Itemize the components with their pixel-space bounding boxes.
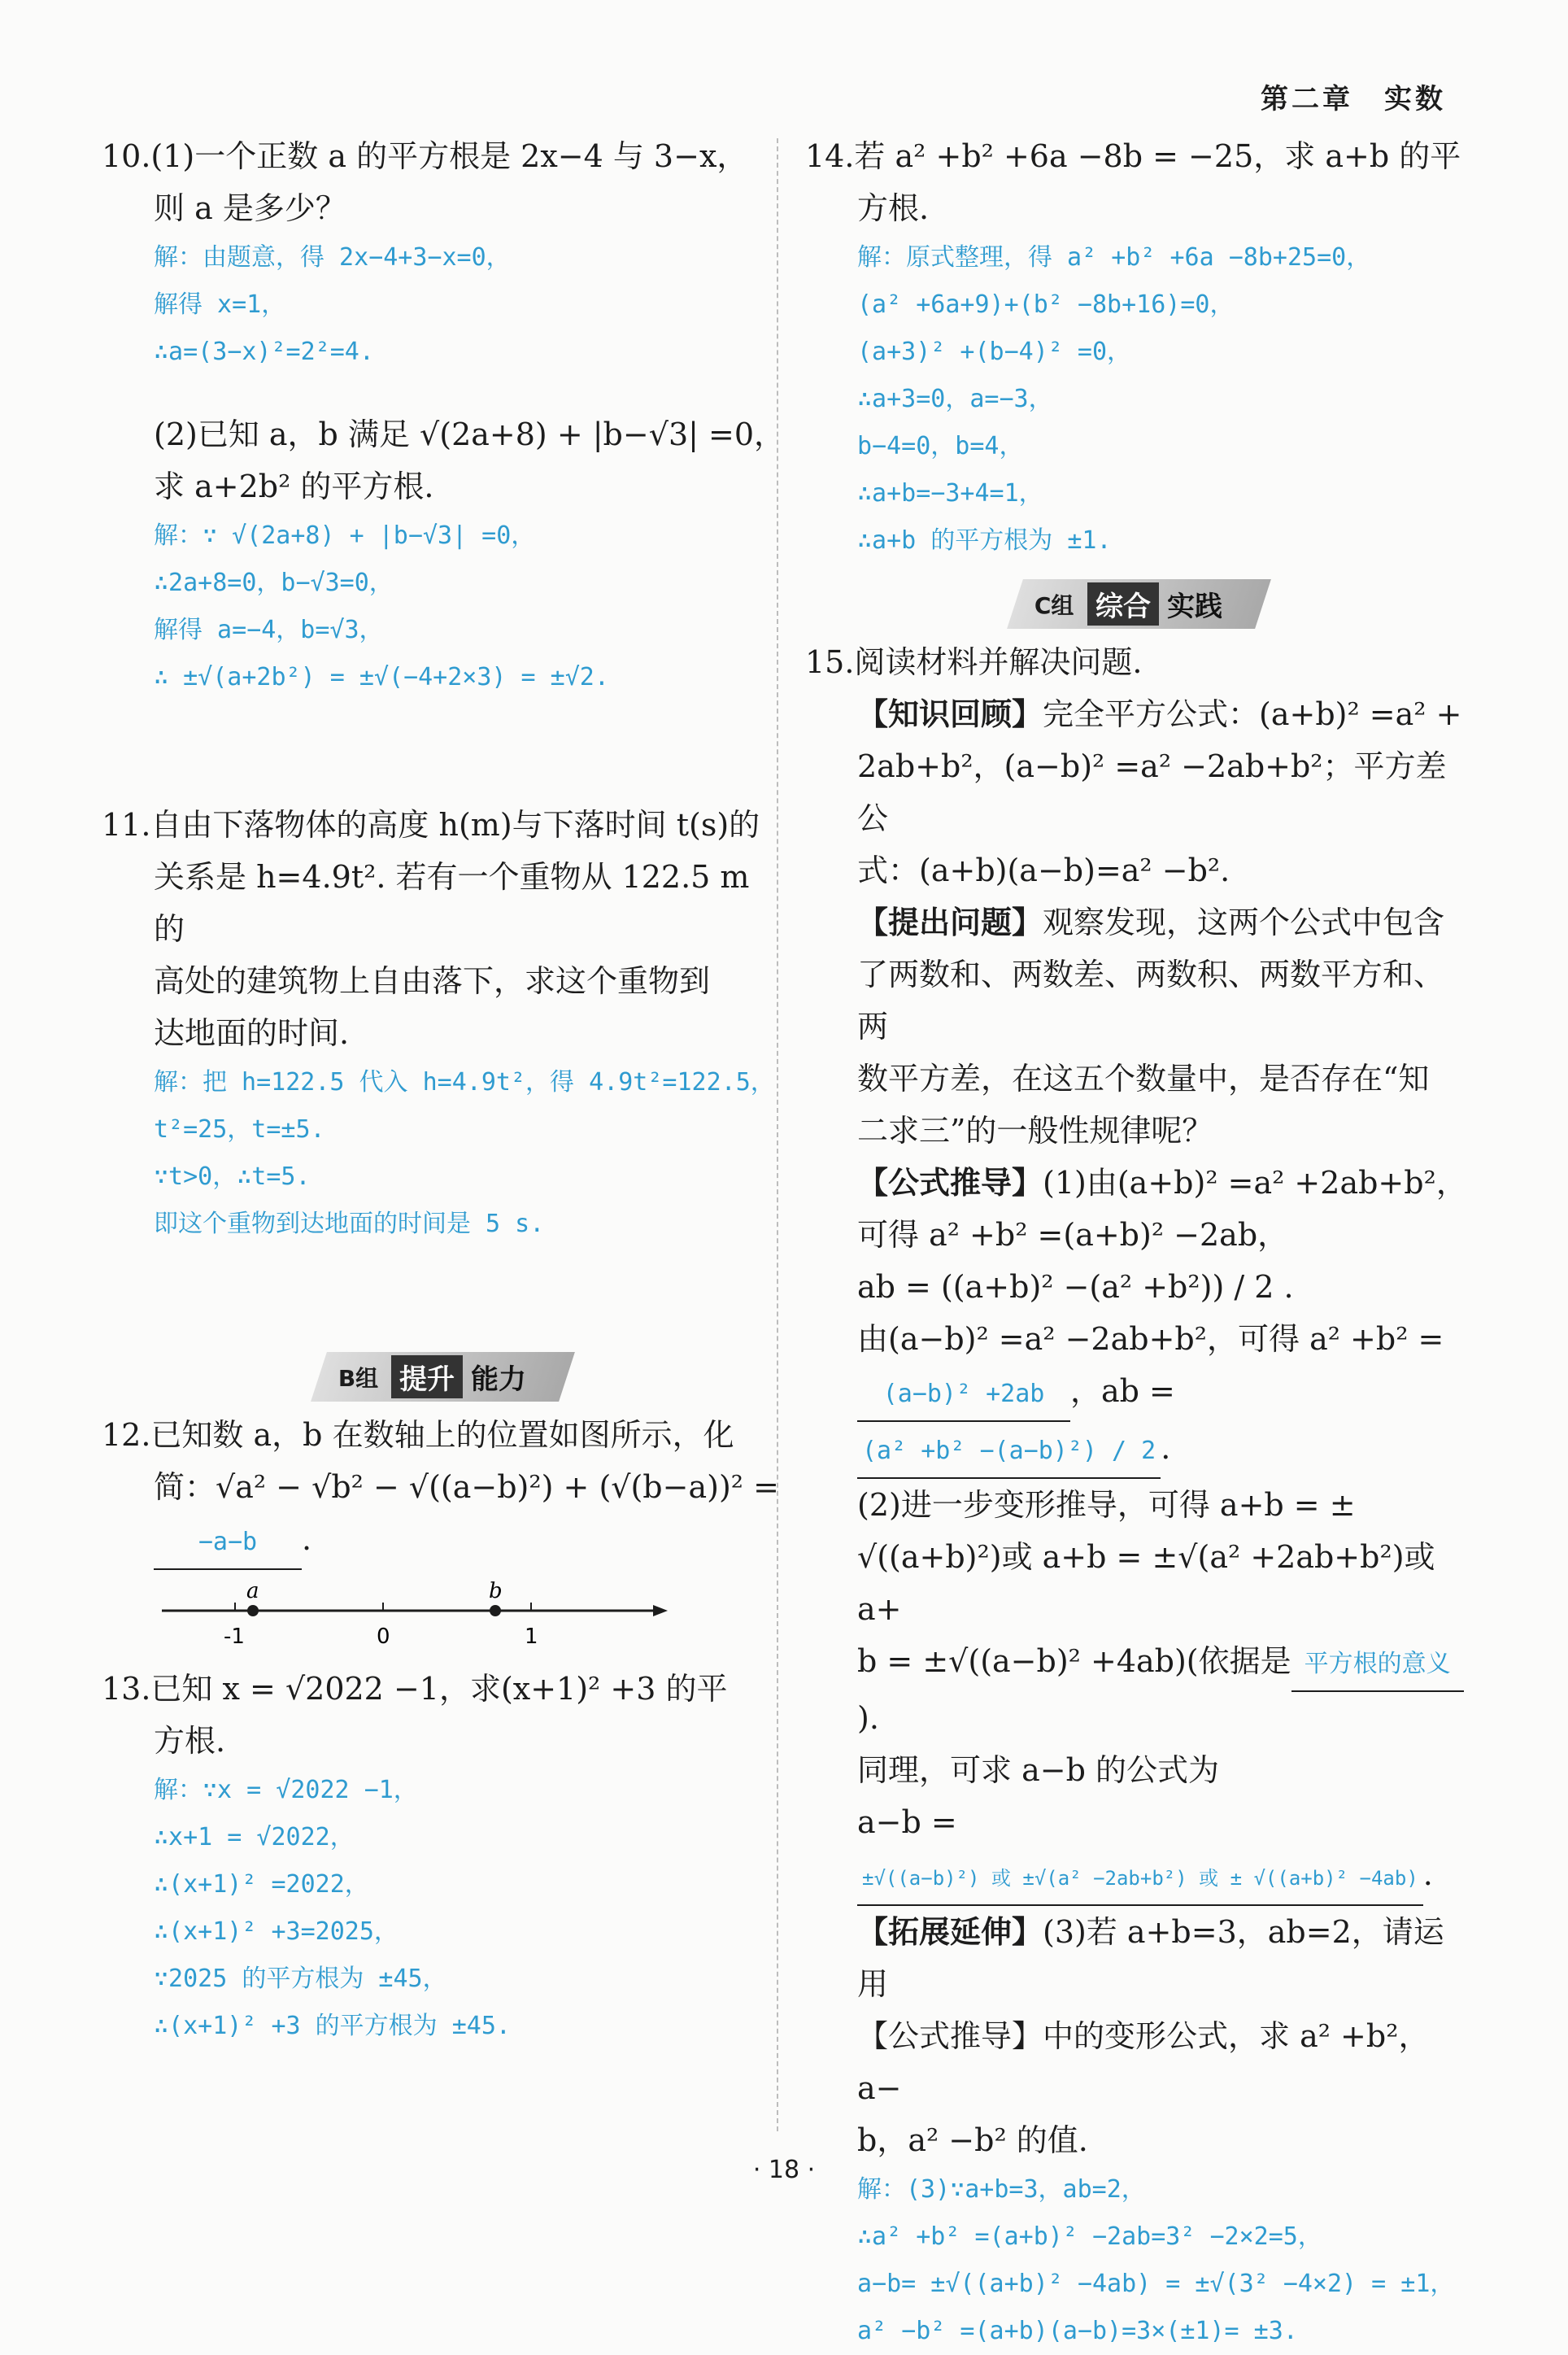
q12-line1: 12.已知数 a，b 在数轴上的位置如图所示，化 <box>102 1417 734 1453</box>
answer-line: 即这个重物到达地面的时间是 5 s. <box>154 1210 545 1238</box>
group-c-title <box>805 581 1472 626</box>
blank-2-prefix: ，ab = <box>1070 1373 1175 1409</box>
tick-label-1: 1 <box>525 1625 538 1649</box>
section-tag: 【拓展延伸】 <box>857 1914 1043 1950</box>
q15-text: 完全平方公式：(a+b)² =a² + <box>1043 696 1462 732</box>
q15-text: 式：(a+b)(a−b)=a² −b². <box>857 853 1230 888</box>
answer-line: 解：∵ √(2a+8) + |b−√3| =0， <box>154 521 536 550</box>
q11-line: 达地面的时间. <box>154 1015 350 1051</box>
page-number: · 18 · <box>752 2156 816 2184</box>
answer-line: ∴a+b 的平方根为 ±1. <box>857 526 1112 555</box>
q10-part2-line1: (2)已知 a，b 满足 √(2a+8) + |b−√3| =0， <box>154 416 786 452</box>
q15-text: 2ab+b²，(a−b)² =a² −2ab+b²；平方差公 <box>857 748 1447 836</box>
question-15: 15.阅读材料并解决问题. 【知识回顾】完全平方公式：(a+b)² =a² + 2ab+b²，(a−b)² =a² −2ab+b²；平方差公 式：(a+b)(a−b)=a² −b². 【提出问题】观察发现，这两个公式中包含 了两数和、两数差、两数积、两数平方和、两 数平方差，在这五个数量中，是否存在“知 二求三”的一般性规律呢？ 【公式推导】(1)由(a+b)² =a² +2ab+b²， 可得 a² +b² =(a+b)² −2ab， ab = ((a+b)² −(a² +b²)) / 2 . 由(a−b)² =a² −2ab+b²，可得 a² +b² = (a−b)² +2ab ，ab = (a² +b² −(a−b)²) / 2 . (2)进一步变形推导，可得 a+b = ± √((a+b)²)或 a+b = ±√(a² +2ab+b²)或 a+ b = ±√((a−b)² +4ab)(依据是 平方根的意义). 同理，可求 a−b 的公式为 a−b = ±√((a−b)²) 或 ±√(a² −2ab+b²) 或 ± √((a+b)² −4ab) . 【拓展延伸】(3)若 a+b=3，ab=2，请运用 【公式推导】中的变形公式，求 a² +b²，a− b，a² −b² 的值. 解：(3)∵a+b=3，ab=2， ∴a² +b² =(a+b)² −2ab=3² −2×2=5， a−b= ±√((a+b)² −4ab) = ±√(3² −4×2) = ±1， a² −b² =(a+b)(a−b)=3×(±1)= ±3. <box>805 636 1472 2355</box>
question-13 <box>102 1663 785 2050</box>
q13-line1: 13.已知 x = √2022 −1，求(x+1)² +3 的平 <box>102 1671 728 1707</box>
answer-line: ∴a+3=0，a=−3， <box>857 385 1053 413</box>
q15-text: 观察发现，这两个公式中包含 <box>1043 905 1445 940</box>
q11-line: 高处的建筑物上自由落下，求这个重物到 <box>154 963 711 999</box>
q15-text: 二求三”的一般性规律呢？ <box>857 1113 1213 1149</box>
q10-part2-line2: 求 a+2b² 的平方根. <box>154 469 434 504</box>
q11-line: 11.自由下落物体的高度 h(m)与下落时间 t(s)的 <box>102 807 760 843</box>
group-title-1: 综合 <box>1087 582 1158 626</box>
q15-text: 同理，可求 a−b 的公式为 <box>857 1752 1219 1788</box>
group-title-1: 提升 <box>392 1355 464 1398</box>
q15-text: (1)由(a+b)² =a² +2ab+b²， <box>1043 1165 1467 1201</box>
q15-text: 由(a−b)² =a² −2ab+b²，可得 a² +b² = <box>857 1321 1444 1357</box>
group-title-2: 能力 <box>471 1363 527 1396</box>
q14-answer <box>805 234 1472 565</box>
chapter-header: 第二章 实数 <box>1261 83 1446 116</box>
blank-4: ±√((a−b)²) 或 ±√(a² −2ab+b²) 或 ± √((a+b)² −4ab) <box>857 1852 1423 1906</box>
q15-text: ab = ((a+b)² −(a² +b²)) / 2 . <box>857 1269 1294 1305</box>
q15-text: b，a² −b² 的值. <box>857 2122 1088 2158</box>
answer-line: ∴(x+1)² +3=2025， <box>154 1917 399 1946</box>
answer-line: 解得 x=1， <box>154 290 286 319</box>
q10-line1: 10.(1)一个正数 a 的平方根是 2x−4 与 3−x， <box>102 138 748 174</box>
section-tag: 【公式推导】 <box>857 1165 1043 1201</box>
q15-answer <box>805 2166 1472 2355</box>
answer-line: 解：由题意，得 2x−4+3−x=0， <box>154 243 511 272</box>
q15-text: 数平方差，在这五个数量中，是否存在“知 <box>857 1061 1430 1097</box>
answer-line: a−b= ±√((a+b)² −4ab) = ±√(3² −4×2) = ±1， <box>857 2270 1455 2298</box>
tick-label-0: 0 <box>377 1625 390 1649</box>
question-10 <box>102 130 785 701</box>
q15-text: b = ±√((a−b)² +4ab)(依据是 <box>857 1643 1291 1679</box>
answer-line: 解：∵x = √2022 −1， <box>154 1776 418 1804</box>
point-b <box>490 1605 501 1616</box>
q10-line2: 则 a 是多少？ <box>154 190 346 226</box>
answer-line: 解：把 h=122.5 代入 h=4.9t²，得 4.9t²=122.5， <box>154 1068 775 1097</box>
label-a: a <box>246 1581 259 1603</box>
left-column <box>102 130 785 2050</box>
answer-line: a² −b² =(a+b)(a−b)=3×(±1)= ±3. <box>857 2317 1298 2345</box>
answer-line: (a² +6a+9)+(b² −8b+16)=0， <box>857 290 1235 319</box>
q10-part2-answer <box>102 512 785 701</box>
q11-line: 关系是 h=4.9t². 若有一个重物从 122.5 m 的 <box>154 859 750 947</box>
tick-label-minus1: -1 <box>224 1625 245 1649</box>
answer-line: ∵2025 的平方根为 ±45， <box>154 1965 447 1993</box>
blank-1: (a−b)² +2ab <box>857 1368 1070 1422</box>
section-tag: 【知识回顾】 <box>857 696 1043 732</box>
q11-answer <box>102 1059 785 1248</box>
q14-line2: 方根. <box>857 190 930 226</box>
answer-line: ∴(x+1)² +3 的平方根为 ±45. <box>154 2012 511 2040</box>
section-tag: 【提出问题】 <box>857 905 1043 940</box>
point-a <box>247 1605 259 1616</box>
label-b: b <box>489 1581 503 1603</box>
answer-line: t²=25，t=±5. <box>154 1115 325 1144</box>
group-title-2: 实践 <box>1166 590 1222 623</box>
answer-line: 解：(3)∵a+b=3，ab=2， <box>857 2175 1146 2204</box>
answer-line: ∴2a+8=0，b−√3=0， <box>154 569 394 597</box>
group-b-title <box>102 1354 785 1399</box>
answer-line: ∴a² +b² =(a+b)² −2ab=3² −2×2=5， <box>857 2222 1322 2251</box>
answer-line: 解：原式整理，得 a² +b² +6a −8b+25=0， <box>857 243 1371 272</box>
question-12: 12.已知数 a，b 在数轴上的位置如图所示，化 简：√a² − √b² − √((a−b)²) + (√(b−a))² = −a−b . a b -1 0 1 <box>102 1409 785 1655</box>
q14-line1: 14.若 a² +b² +6a −8b = −25，求 a+b 的平 <box>805 138 1461 174</box>
answer-line: ∵t>0，∴t=5. <box>154 1162 311 1191</box>
q15-text: 了两数和、两数差、两数积、两数平方和、两 <box>857 957 1445 1044</box>
q15-title: 15.阅读材料并解决问题. <box>805 644 1143 680</box>
q12-line2: 简：√a² − √b² − √((a−b)²) + (√(b−a))² = <box>154 1469 779 1505</box>
q13-line2: 方根. <box>154 1723 226 1759</box>
answer-line: ∴(x+1)² =2022， <box>154 1870 369 1899</box>
q10-answer <box>102 234 785 376</box>
group-label: C组 <box>1034 591 1074 618</box>
q15-text: √((a+b)²)或 a+b = ±√(a² +2ab+b²)或 a+ <box>857 1539 1435 1627</box>
q15-text: 可得 a² +b² =(a+b)² −2ab， <box>857 1217 1289 1253</box>
answer-line: 解得 a=−4，b=√3， <box>154 616 384 644</box>
blank-3: 平方根的意义 <box>1291 1638 1464 1692</box>
answer-line: ∴a+b=−3+4=1， <box>857 479 1043 508</box>
answer-line: b−4=0，b=4， <box>857 432 1024 460</box>
number-line <box>154 1581 674 1655</box>
q15-text: (3)若 a+b=3，ab=2，请运用 <box>857 1914 1444 2002</box>
answer-line: ∴x+1 = √2022， <box>154 1823 355 1851</box>
q13-answer <box>102 1767 785 2050</box>
q12-answer-blank: −a−b <box>154 1516 302 1570</box>
question-11 <box>102 799 785 1248</box>
group-label: B组 <box>338 1364 379 1391</box>
q15-text: 【公式推导】中的变形公式，求 a² +b²，a− <box>857 2018 1430 2106</box>
blank-2: (a² +b² −(a−b)²) / 2 <box>857 1425 1161 1479</box>
question-14 <box>805 130 1472 565</box>
right-column <box>805 130 1472 2355</box>
amb-prefix: a−b = <box>857 1804 957 1840</box>
q15-text: (2)进一步变形推导，可得 a+b = ± <box>857 1487 1356 1523</box>
answer-line: ∴ ±√(a+2b²) = ±√(−4+2×3) = ±√2. <box>154 663 609 691</box>
answer-line: ∴a=(3−x)²=2²=4. <box>154 338 374 366</box>
answer-line: (a+3)² +(b−4)² =0， <box>857 338 1132 366</box>
